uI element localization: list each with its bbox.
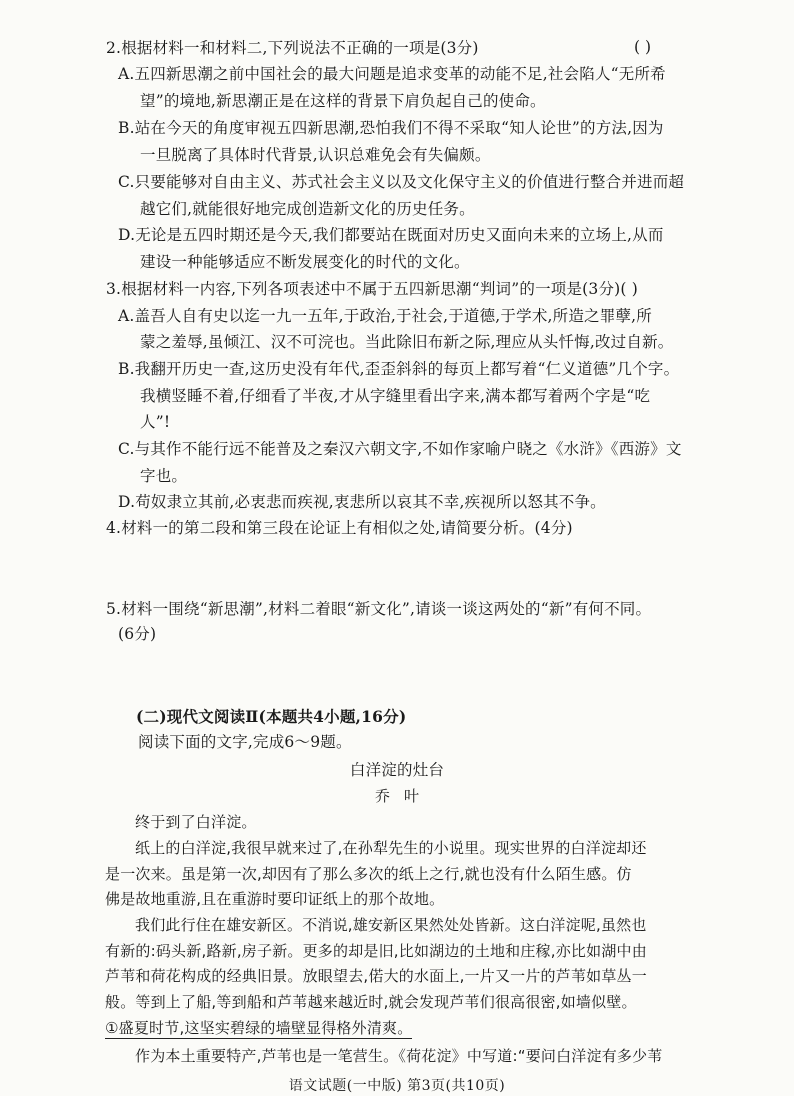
q2-option-d-line2: 建设一种能够适应不断发展变化的时代的文化。: [140, 253, 470, 271]
article-p2-line3: 佛是故地重游,且在重游时要印证纸上的那个故地。: [105, 890, 445, 908]
q2-option-a-line1: A.五四新思潮之前中国社会的最大问题是追求变革的动能不足,社会陷人“无所希: [118, 65, 666, 83]
q3-option-d-line1: D.苟奴隶立其前,必衷悲而疾视,衷悲所以哀其不幸,疾视所以怒其不争。: [118, 493, 606, 511]
article-p3-line4: 般。等到上了船,等到船和芦苇越来越近时,就会发现芦苇们很高很密,如墙似壁。: [105, 993, 637, 1011]
article-p3-line2: 有新的:码头新,路新,房子新。更多的却是旧,比如湖边的土地和庄稼,亦比如湖中由: [105, 942, 647, 960]
article-title: 白洋淀的灶台: [349, 761, 445, 779]
q3-option-a-line1: A.盖吾人自有史以迄一九一五年,于政治,于社会,于道德,于学术,所造之罪孽,所: [118, 307, 652, 325]
q2-option-c-line1: C.只要能够对自由主义、苏式社会主义以及文化保守主义的价值进行整合并进而超: [118, 173, 685, 191]
q4-stem: 4.材料一的第二段和第三段在论证上有相似之处,请简要分析。(4分): [106, 519, 573, 537]
q2-option-c-line2: 越它们,就能很好地完成创造新文化的历史任务。: [140, 200, 475, 218]
q3-option-c-line1: C.与其作不能行远不能普及之秦汉六朝文字,不如作家喻户晓之《水浒》《西游》文: [118, 440, 682, 458]
q2-answer-bracket: ( ): [634, 38, 652, 56]
q3-option-a-line2: 蒙之羞辱,虽倾江、汉不可浣也。当此除旧布新之际,理应从头忏悔,改过自新。: [140, 333, 674, 351]
section-instruction: 阅读下面的文字,完成6～9题。: [138, 733, 352, 751]
q5-stem-line1: 5.材料一围绕“新思潮”,材料二着眼“新文化”,请谈一谈这两处的“新”有何不同。: [106, 600, 652, 618]
q2-option-a-line2: 望”的境地,新思潮正是在这样的背景下肩负起自己的使命。: [140, 92, 546, 110]
page-footer: 语文试题(一中版) 第3页(共10页): [288, 1078, 506, 1094]
article-paragraph-1: 终于到了白洋淀。: [135, 813, 257, 831]
article-author: 乔叶: [374, 787, 433, 805]
article-p2-line1: 纸上的白洋淀,我很早就来过了,在孙犁先生的小说里。现实世界的白洋淀却还: [135, 839, 647, 857]
underlined-sentence-1: ①盛夏时节,这坚实碧绿的墙壁显得格外清爽。: [105, 1019, 413, 1037]
q2-option-d-line1: D.无论是五四时期还是今天,我们都要站在既面对历史又面向未来的立场上,从而: [118, 226, 664, 244]
q2-option-b-line1: B.站在今天的角度审视五四新思潮,恐怕我们不得不采取“知人论世”的方法,因为: [118, 119, 664, 137]
article-p2-line2: 是一次来。虽是第一次,却因有了那么多次的纸上之行,就也没有什么陌生感。仿: [105, 865, 632, 883]
q5-stem-line2: (6分): [118, 625, 157, 643]
q3-option-b-line1: B.我翻开历史一查,这历史没有年代,歪歪斜斜的每页上都写着“仁义道德”几个字。: [118, 360, 680, 378]
article-p3-line5-underlined: [105, 1018, 412, 1038]
q2-stem: 2.根据材料一和材料二,下列说法不正确的一项是(3分): [106, 39, 479, 57]
q3-option-c-line2: 字也。: [140, 467, 188, 485]
q3-stem: 3.根据材料一内容,下列各项表述中不属于五四新思潮“判词”的一项是(3分)( ): [106, 280, 639, 298]
article-p3-line3: 芦苇和荷花构成的经典旧景。放眼望去,偌大的水面上,一片又一片的芦苇如草丛一: [105, 967, 647, 985]
article-p4-line1: 作为本土重要特产,芦苇也是一笔营生。《荷花淀》中写道:“要问白洋淀有多少苇: [135, 1047, 663, 1065]
article-p3-line1: 我们此行住在雄安新区。不消说,雄安新区果然处处皆新。这白洋淀呢,虽然也: [135, 916, 647, 934]
q3-option-b-line2: 我横竖睡不着,仔细看了半夜,才从字缝里看出字来,满本都写着两个字是“吃: [140, 387, 651, 405]
q3-option-b-line3: 人”!: [140, 413, 171, 431]
section-heading: (二)现代文阅读Ⅱ(本题共4小题,16分): [136, 707, 407, 726]
q2-option-b-line2: 一旦脱离了具体时代背景,认识总难免会有失偏颇。: [140, 146, 491, 164]
